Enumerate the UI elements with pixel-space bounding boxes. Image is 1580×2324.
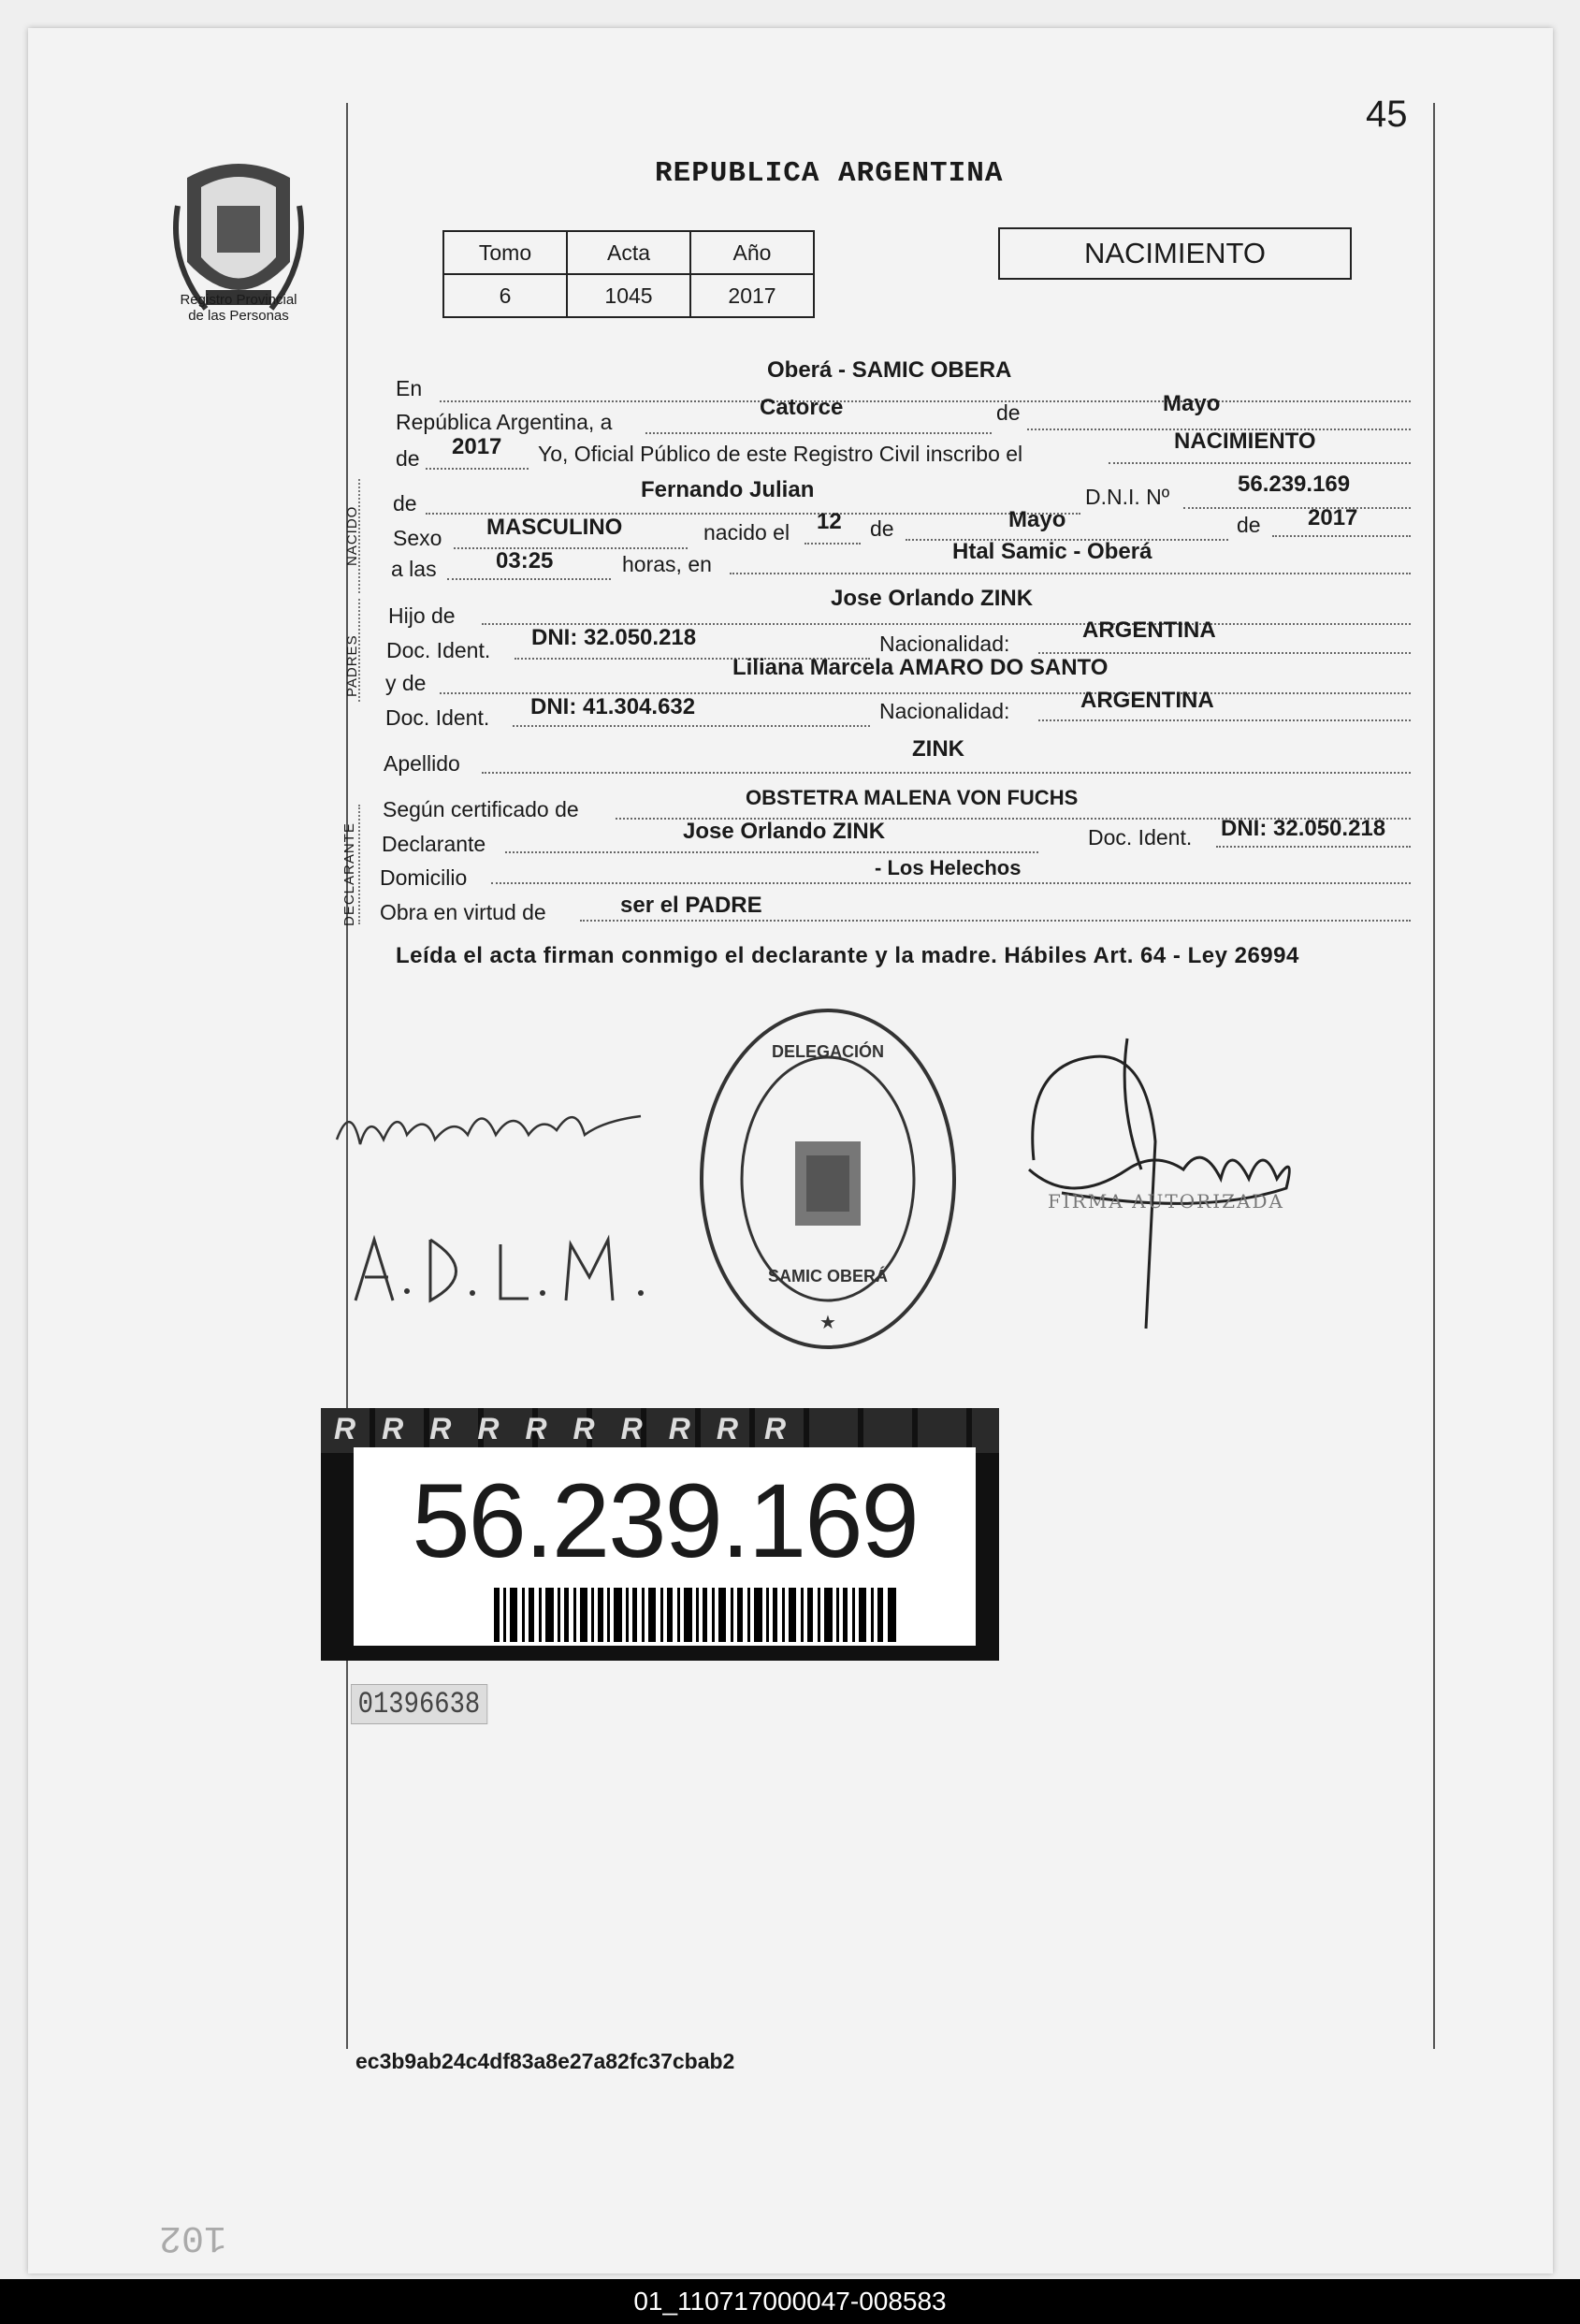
domicilio-value: - Los Helechos xyxy=(875,856,1022,879)
declarante-label: Declarante xyxy=(382,832,486,856)
doc-label: Doc. Ident. xyxy=(385,705,490,730)
nac-dia-value: 12 xyxy=(817,509,842,534)
left-margin-line xyxy=(346,103,348,2049)
registry-label xyxy=(150,292,327,324)
horas-label: horas, en xyxy=(622,552,712,576)
page-number: 45 xyxy=(1366,94,1408,135)
en-value: Oberá - SAMIC OBERA xyxy=(767,357,1012,383)
dotted-line xyxy=(491,882,1411,884)
nacido-label: nacido el xyxy=(703,520,790,545)
de-label: de xyxy=(870,516,894,541)
madre-nac-value: ARGENTINA xyxy=(1080,688,1214,713)
sticker-letter: R xyxy=(573,1412,595,1445)
doc-label: Doc. Ident. xyxy=(1088,825,1193,850)
dia-value: Catorce xyxy=(760,395,844,420)
header-anio: Año xyxy=(690,231,814,274)
signature-scribble-icon xyxy=(332,1093,650,1168)
nombre-value: Fernando Julian xyxy=(641,477,815,502)
registry-label-line1: Registro Provincial xyxy=(180,292,297,308)
inscribo-value: NACIMIENTO xyxy=(1174,428,1316,454)
padre-value: Jose Orlando ZINK xyxy=(831,586,1034,611)
svg-text:SAMIC OBERÁ: SAMIC OBERÁ xyxy=(767,1267,889,1285)
dotted-line xyxy=(1109,462,1411,464)
right-margin-line xyxy=(1433,103,1435,2049)
sticker-letter: R xyxy=(668,1412,690,1445)
header-acta: Acta xyxy=(567,231,690,274)
hora-value: 03:25 xyxy=(496,548,554,574)
registry-label-line2: de las Personas xyxy=(188,308,289,324)
nacionalidad-label: Nacionalidad: xyxy=(879,699,1010,723)
de-label: de xyxy=(393,491,417,516)
hijo-label: Hijo de xyxy=(388,603,456,628)
nac-mes-value: Mayo xyxy=(1008,507,1066,532)
padre-nac-value: ARGENTINA xyxy=(1082,617,1216,643)
sticker-letter: R xyxy=(716,1412,738,1445)
doc-label: Doc. Ident. xyxy=(386,638,491,662)
dotted-line xyxy=(730,573,1411,574)
domicilio-label: Domicilio xyxy=(380,865,468,890)
dotted-line xyxy=(804,543,861,545)
anio-value: 2017 xyxy=(452,434,502,459)
dotted-line xyxy=(580,920,1411,922)
obra-label: Obra en virtud de xyxy=(380,900,546,924)
sticker-letter: R xyxy=(620,1412,643,1445)
mes-value: Mayo xyxy=(1163,391,1221,416)
mother-signature xyxy=(351,1226,669,1322)
father-signature xyxy=(332,1093,650,1177)
side-divider xyxy=(358,805,360,924)
dotted-line xyxy=(426,468,529,470)
de-label: de xyxy=(1237,513,1261,537)
dotted-line xyxy=(1038,719,1411,721)
dni-label: D.N.I. Nº xyxy=(1085,485,1170,509)
header-tomo: Tomo xyxy=(443,231,567,274)
dni-value: 56.239.169 xyxy=(1238,472,1351,497)
dotted-line xyxy=(1272,535,1411,537)
record-table xyxy=(442,230,815,318)
yde-label: y de xyxy=(385,671,427,695)
side-label-padres: PADRES xyxy=(344,634,360,697)
side-label-nacido: NACIDO xyxy=(344,505,360,566)
sticker-letters xyxy=(334,1412,786,1449)
de-label: de xyxy=(996,400,1021,425)
serial-number: 01396638 xyxy=(351,1684,487,1724)
authorized-signature-icon xyxy=(1015,1029,1333,1338)
madre-doc-value: DNI: 41.304.632 xyxy=(530,694,696,719)
footer-id: 01_110717000047-008583 xyxy=(633,2287,947,2316)
republica-label: República Argentina, a xyxy=(396,410,613,434)
dotted-line xyxy=(645,432,992,434)
declarante-doc-value: DNI: 32.050.218 xyxy=(1221,816,1386,841)
svg-text:DELEGACIÓN: DELEGACIÓN xyxy=(771,1042,885,1061)
sexo-value: MASCULINO xyxy=(486,515,623,540)
apellido-label: Apellido xyxy=(384,751,460,776)
dotted-line xyxy=(440,400,1411,402)
declarante-value: Jose Orlando ZINK xyxy=(683,819,886,844)
dotted-line xyxy=(505,851,1038,853)
sticker-letter: R xyxy=(334,1412,356,1445)
footer-bar xyxy=(0,2279,1580,2324)
value-acta: 1045 xyxy=(567,274,690,317)
firma-autorizada-label: FIRMA AUTORIZADA xyxy=(1048,1190,1284,1213)
sticker-letter: R xyxy=(525,1412,547,1445)
obra-value: ser el PADRE xyxy=(620,893,762,918)
nacionalidad-label: Nacionalidad: xyxy=(879,632,1010,656)
dotted-line xyxy=(1216,846,1411,848)
dni-sticker xyxy=(321,1408,999,1661)
yo-text: Yo, Oficial Público de este Registro Civil inscribo el xyxy=(538,442,1023,466)
padre-doc-value: DNI: 32.050.218 xyxy=(531,625,697,650)
dotted-line xyxy=(1038,652,1411,654)
lugar-value: Htal Samic - Oberá xyxy=(952,539,1152,564)
dotted-line xyxy=(482,772,1411,774)
bottom-stamp-number: 102 xyxy=(159,2215,227,2258)
segun-label: Según certificado de xyxy=(383,797,579,821)
madre-value: Liliana Marcela AMARO DO SANTO xyxy=(732,655,1109,680)
segun-value: OBSTETRA MALENA VON FUCHS xyxy=(746,786,1079,809)
apellido-value: ZINK xyxy=(912,736,964,762)
document-title: REPUBLICA ARGENTINA xyxy=(655,157,1004,190)
leida-text: Leída el acta firman conmigo el declarante y la madre. Hábiles Art. 64 - Ley 26994 xyxy=(396,943,1299,968)
document-hash: ec3b9ab24c4df83a8e27a82fc37cbab2 xyxy=(355,2049,735,2073)
sticker-letter: R xyxy=(477,1412,500,1445)
nac-anio-value: 2017 xyxy=(1308,505,1358,530)
de-label: de xyxy=(396,446,420,471)
signature-initials-icon xyxy=(351,1226,669,1310)
barcode-icon xyxy=(494,1588,896,1642)
en-label: En xyxy=(396,376,423,400)
side-label-declarante: DECLARANTE xyxy=(341,822,357,926)
sticker-letter: R xyxy=(429,1412,452,1445)
act-type-box: NACIMIENTO xyxy=(998,227,1352,280)
alas-label: a las xyxy=(391,557,437,581)
value-tomo: 6 xyxy=(443,274,567,317)
svg-text:★: ★ xyxy=(819,1313,836,1333)
dotted-line xyxy=(454,547,688,549)
dotted-line xyxy=(1183,507,1411,509)
value-anio: 2017 xyxy=(690,274,814,317)
sticker-label xyxy=(354,1447,976,1646)
sticker-letter: R xyxy=(763,1412,787,1445)
dotted-line xyxy=(513,725,870,727)
dotted-line xyxy=(447,578,611,580)
sexo-label: Sexo xyxy=(393,526,442,550)
sticker-letter: R xyxy=(382,1412,404,1445)
sticker-number: 56.239.169 xyxy=(412,1462,918,1579)
official-stamp-icon xyxy=(692,1001,964,1357)
